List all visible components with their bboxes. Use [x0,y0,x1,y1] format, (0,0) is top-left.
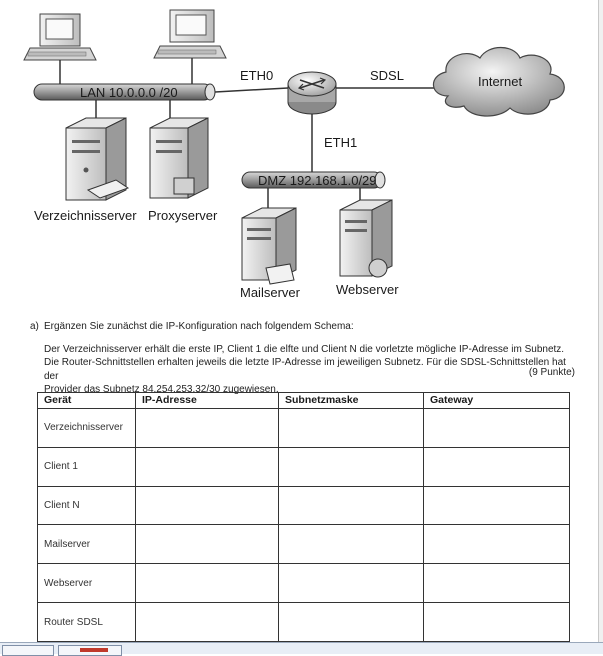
table-row [38,525,570,564]
gateway-cell[interactable] [424,603,570,642]
table-row [38,564,570,603]
gateway-cell[interactable] [424,564,570,603]
taskbar-app-icon [80,648,108,652]
internet-label: Internet [478,74,523,89]
subnet-cell[interactable] [279,447,424,486]
subnet-cell[interactable] [279,603,424,642]
ip-cell[interactable] [136,603,279,642]
internet-cloud-icon [433,48,564,117]
gateway-cell[interactable] [424,447,570,486]
directory-server-icon [66,118,128,200]
client-pc-icon [154,10,226,84]
table-header-row [38,393,570,409]
row-label: Webserver [38,564,136,603]
table-row [38,603,570,642]
lan-label: LAN 10.0.0.0 /20 [80,85,178,100]
task-line-1: Der Verzeichnisserver erhält die erste IP, Client 1 die elfte und Client N die vorletzte mögliche IP-Adresse im Subnetz. [44,343,565,355]
task-line-2: Die Router-Schnittstellen erhalten jeweils die letzte IP-Adresse im jeweiligen Subnetz. Für die SDSL-Schnittstellen hat der [44,357,566,382]
mailserver-label: Mailserver [240,285,300,300]
table-row [38,486,570,525]
task-question: Ergänzen Sie zunächst die IP-Konfiguration nach folgendem Schema: [44,321,354,332]
network-diagram [0,0,603,310]
row-label: Verzeichnisserver [38,409,136,448]
task-line-3: Provider das Subnetz 84.254.253.32/30 zugewiesen. [44,384,279,395]
row-label: Mailserver [38,525,136,564]
client-pc-icon [24,14,96,84]
router-icon [288,72,336,114]
header-gateway: Gateway [424,393,570,409]
taskbar-button[interactable] [2,645,54,656]
lan-segment [34,84,215,100]
subnet-cell[interactable] [279,486,424,525]
gateway-cell[interactable] [424,525,570,564]
gateway-cell[interactable] [424,486,570,525]
mail-server-icon [242,208,296,284]
webserver-label: Webserver [336,282,399,297]
subnet-cell[interactable] [279,409,424,448]
proxy-server-icon [150,118,208,198]
sdsl-label: SDSL [370,68,404,83]
subnet-cell[interactable] [279,564,424,603]
ip-cell[interactable] [136,525,279,564]
window-edge [598,0,603,642]
subnet-cell[interactable] [279,525,424,564]
header-geraet: Gerät [38,393,136,409]
row-label: Router SDSL [38,603,136,642]
dmz-label: DMZ 192.168.1.0/29 [258,173,377,188]
task-section [30,320,575,397]
ip-cell[interactable] [136,564,279,603]
row-label: Client 1 [38,447,136,486]
verzeichnisserver-label: Verzeichnisserver [34,208,137,223]
header-subnetzmaske: Subnetzmaske [279,393,424,409]
eth1-label: ETH1 [324,135,358,150]
ip-cell[interactable] [136,447,279,486]
row-label: Client N [38,486,136,525]
header-ip-adresse: IP-Adresse [136,393,279,409]
ip-cell[interactable] [136,409,279,448]
dmz-segment [242,172,385,188]
table-row [38,409,570,448]
eth0-label: ETH0 [240,68,274,83]
ip-config-table [37,392,570,642]
task-points: (9 Punkte) [528,367,575,378]
taskbar [0,642,603,654]
gateway-cell[interactable] [424,409,570,448]
ip-cell[interactable] [136,486,279,525]
table-row [38,447,570,486]
proxyserver-label: Proxyserver [148,208,218,223]
task-label: a) [30,321,39,332]
web-server-icon [340,200,392,277]
